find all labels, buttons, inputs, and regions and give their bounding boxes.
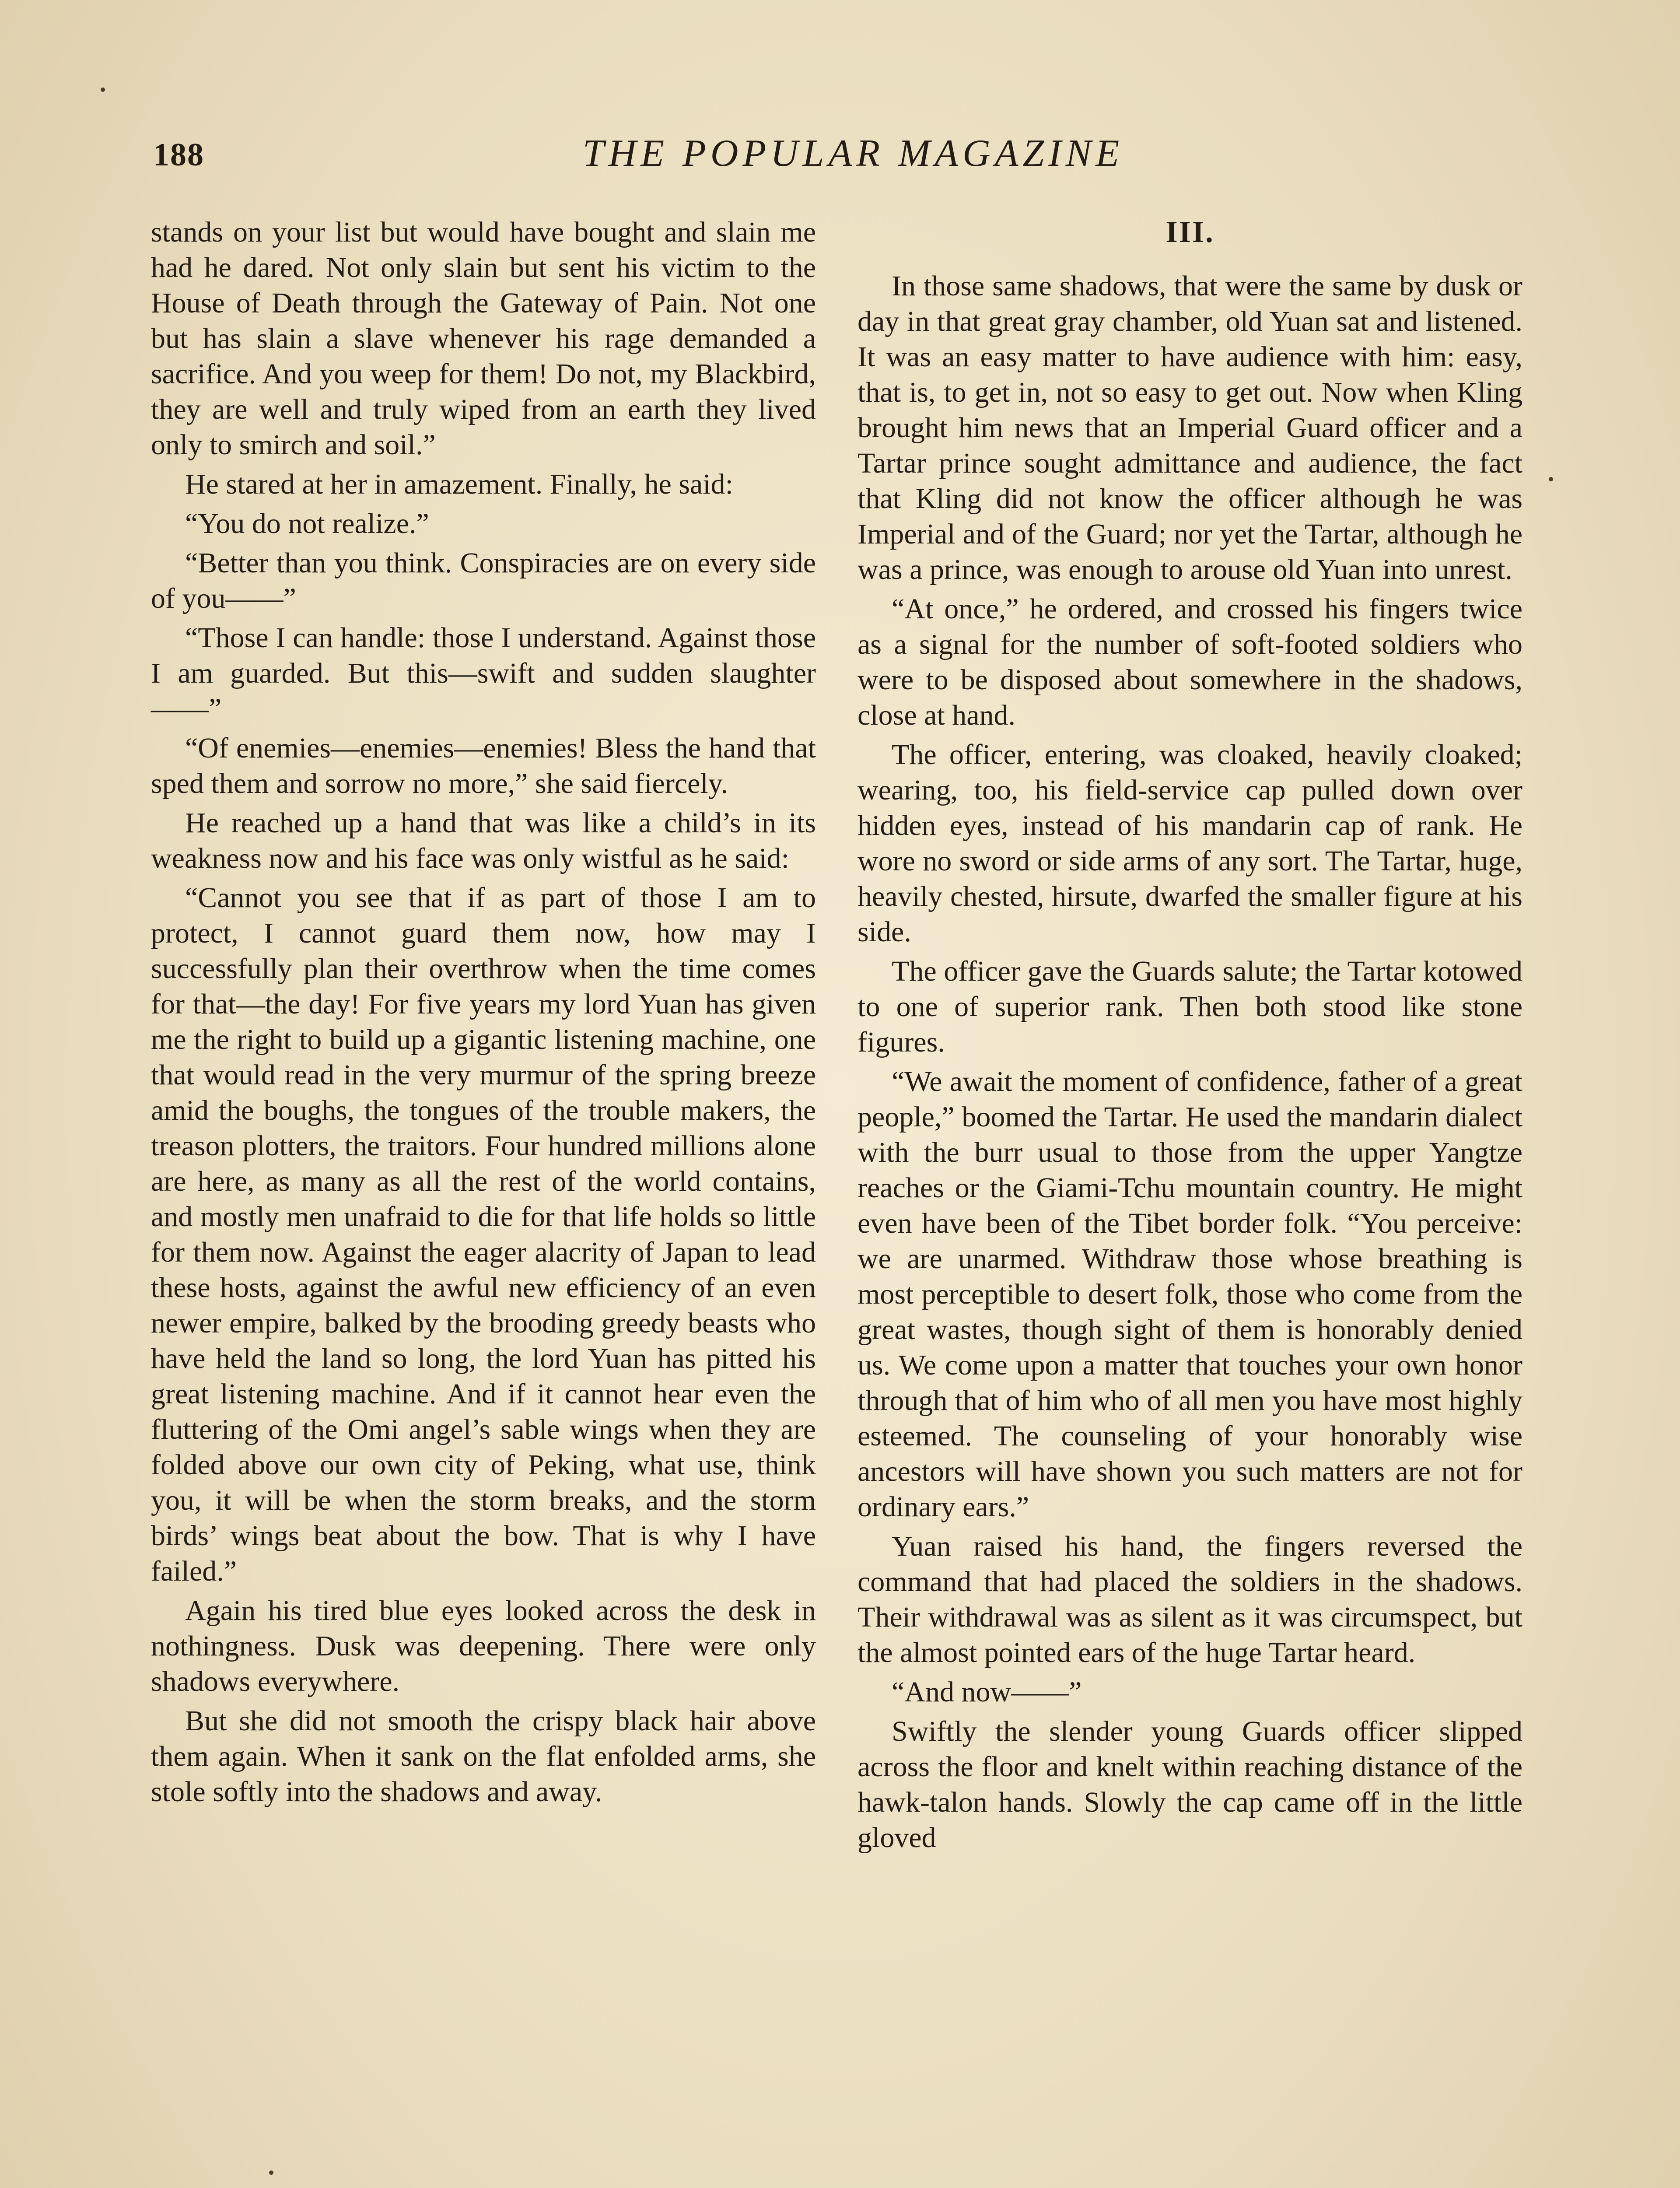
magazine-title: THE POPULAR MAGAZINE (582, 132, 1124, 175)
paragraph: In those same shadows, that were the same by dusk or day in that great gray chamber, old Yuan sat and listened. It was an easy matter to have audience with him: easy, that is, to get in, not so easy to get out. Now when Kling brought him news that an Imperial Guard officer and a Tartar prince sought admittance and audience, the fact that Kling did not know the officer although he was Imperial and of the Guard; nor yet the Tartar, although he was a prince, was enough to arouse old Yuan into unrest. (858, 270, 1522, 586)
right-column (858, 214, 1522, 1859)
paragraph: stands on your list but would have bought and slain me had he dared. Not only slain but sent his victim to the House of Death through the Gateway of Pain. Not one but has slain a slave whenever his rage demanded a sacrifice. And you weep for them! Do not, my Blackbird, they are well and truly wiped from an earth they lived only to smirch and soil.” (151, 216, 816, 461)
page-number: 188 (153, 137, 204, 173)
paragraph: “Cannot you see that if as part of those I am to protect, I cannot guard them now, how may I successfully plan their overthrow when the time comes for that—the day! For five years my lord Yuan has given me the right to build up a gigantic listening machine, one that would read in the very murmur of the spring breeze amid the boughs, the tongues of the trouble makers, the treason plotters, the traitors. Four hundred millions alone are here, as many as all the rest of the world contains, and mostly men unafraid to die for that life holds so little for them now. Against the eager alacrity of Japan to lead these hosts, against the awful new efficiency of an even newer empire, balked by the brooding greedy beasts who have held the land so long, the lord Yuan has pitted his great listening machine. And if it cannot hear even the fluttering of the Omi angel’s sable wings when they are folded above our own city of Peking, what use, think you, it will be when the storm breaks, and the storm birds’ wings beat about the bow. That is why I have failed.” (151, 882, 816, 1587)
paragraph: “Those I can handle: those I understand. Against those I am guarded. But this—swift and sudden slaughter——” (151, 622, 816, 725)
paragraph: “We await the moment of confidence, father of a great people,” boomed the Tartar. He used the mandarin dialect with the burr usual to those from the upper Yangtze reaches or the Giami-Tchu mountain country. He might even have been of the Tibet border folk. “You perceive: we are unarmed. Withdraw those whose breathing is most perceptible to desert folk, those who come from the great wastes, though sight of them is honorably denied us. We come upon a matter that touches your own honor through that of him who of all men you have most highly esteemed. The counseling of your honorably wise ancestors will have shown you such matters are not for ordinary ears.” (858, 1066, 1522, 1523)
paragraph: “Of enemies—enemies—enemies! Bless the hand that sped them and sorrow no more,” she said fiercely. (151, 732, 816, 799)
page-header (153, 127, 1553, 179)
paper-speck (1549, 477, 1553, 481)
paragraph: “Better than you think. Conspiracies are on every side of you——” (151, 547, 816, 614)
left-column (151, 214, 816, 1813)
paragraph: The officer gave the Guards salute; the Tartar kotowed to one of superior rank. Then both stood like stone figures. (858, 955, 1522, 1058)
paper-speck (269, 2170, 273, 2175)
paragraph: But she did not smooth the crispy black hair above them again. When it sank on the flat enfolded arms, she stole softly into the shadows and away. (151, 1705, 816, 1808)
paragraph: Yuan raised his hand, the fingers reversed the command that had placed the soldiers in the shadows. Their withdrawal was as silent as it was circumspect, but the almost pointed ears of the huge Tartar heard. (858, 1530, 1522, 1669)
paragraph: “And now——” (892, 1676, 1082, 1708)
paragraph: He reached up a hand that was like a child’s in its weakness now and his face was only wistful as he said: (151, 807, 816, 874)
paper-speck (101, 88, 105, 92)
section-heading: III. (1166, 215, 1214, 249)
paragraph: The officer, entering, was cloaked, heavily cloaked; wearing, too, his field-service cap pulled down over hidden eyes, instead of his mandarin cap of rank. He wore no sword or side arms of any sort. The Tartar, huge, heavily chested, hirsute, dwarfed the smaller figure at his side. (858, 739, 1522, 948)
paragraph: Again his tired blue eyes looked across the desk in nothingness. Dusk was deepening. There were only shadows everywhere. (151, 1595, 816, 1697)
paragraph: Swiftly the slender young Guards officer slipped across the floor and knelt within reaching distance of the hawk-talon hands. Slowly the cap came off in the little gloved (858, 1715, 1522, 1854)
paragraph: “At once,” he ordered, and crossed his fingers twice as a signal for the number of soft-footed soldiers who were to be disposed about somewhere in the shadows, close at hand. (858, 593, 1522, 731)
paragraph: He stared at her in amazement. Finally, he said: (185, 468, 733, 500)
paragraph: “You do not realize.” (185, 508, 429, 540)
